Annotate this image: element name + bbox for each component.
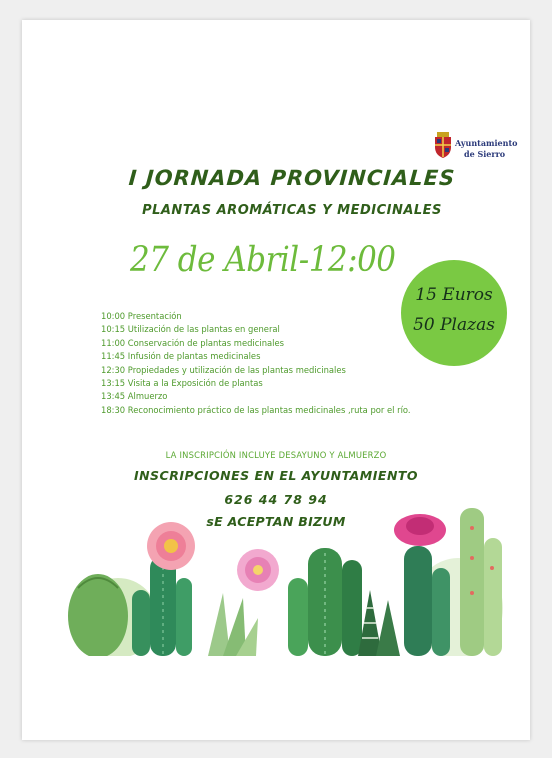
- coat-of-arms-icon: [434, 132, 452, 158]
- town-logo: [434, 130, 524, 170]
- schedule-item: 18:30 Reconocimiento práctico de las plantas medicinales ,ruta por el río.: [101, 404, 411, 415]
- inscription-note: LA INSCRIPCIÓN INCLUYE DESAYUNO Y ALMUERZO: [165, 450, 387, 460]
- bizum-note: sE ACEPTAN BIZUM: [206, 514, 346, 529]
- cactus-garden-illustration: [58, 498, 510, 656]
- magenta-flower-icon: [394, 514, 446, 546]
- event-date: 27 de Abril-12:00: [130, 239, 396, 281]
- poster-subtitle: PLANTAS AROMÁTICAS Y MEDICINALES: [142, 203, 442, 218]
- schedule-item: 13:15 Visita a la Exposición de plantas: [101, 378, 263, 389]
- schedule-list: [101, 310, 501, 417]
- pink-flower-icon: [147, 522, 195, 570]
- schedule-item: 11:00 Conservación de plantas medicinales: [101, 337, 284, 348]
- poster: [22, 20, 530, 740]
- price-text: 15 Euros: [415, 285, 493, 305]
- schedule-item: 12:30 Propiedades y utilización de las plantas medicinales: [101, 364, 346, 375]
- logo-text-line1: Ayuntamiento: [455, 138, 518, 148]
- places-text: 50 Plazas: [413, 315, 495, 335]
- pink-flower-icon: [237, 549, 279, 591]
- poster-title: I JORNADA PROVINCIALES: [127, 166, 457, 190]
- phone-number: 626 44 78 94: [224, 492, 328, 507]
- schedule-item: 11:45 Infusión de plantas medicinales: [101, 351, 261, 362]
- schedule-item: 13:45 Almuerzo: [101, 391, 168, 402]
- schedule-item: 10:00 Presentación: [101, 311, 182, 321]
- logo-text-line2: de Sierro: [464, 149, 506, 159]
- schedule-item: 10:15 Utilización de las plantas en general: [101, 324, 280, 335]
- registration-heading: INSCRIPCIONES EN EL AYUNTAMIENTO: [133, 468, 419, 483]
